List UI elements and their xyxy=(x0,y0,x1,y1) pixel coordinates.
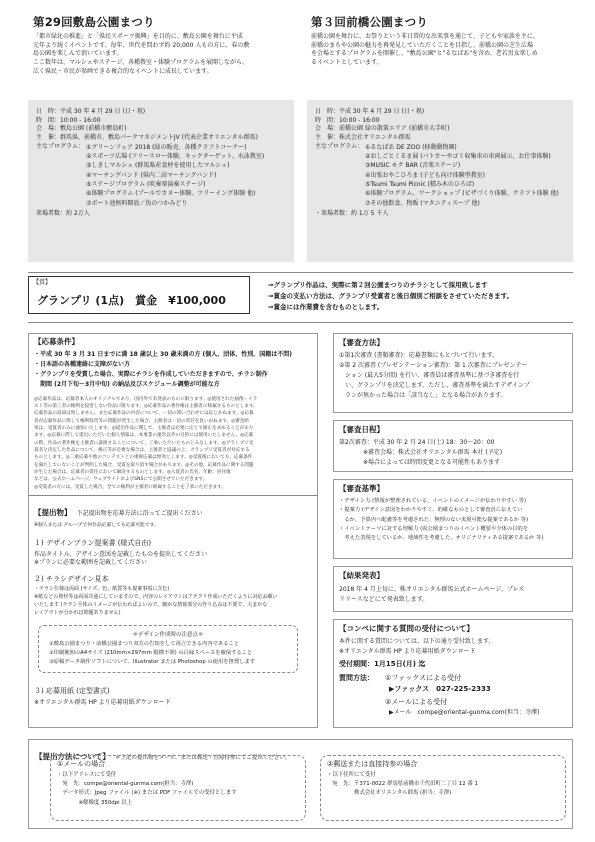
design-notes-title: ＊デザイン作成時の注意点＊ xyxy=(132,632,204,638)
qa-fax-title: ①ファックスによる受付 xyxy=(385,673,462,682)
submission-note: ※個人または グループで何作品応募しても応募可能です。 xyxy=(34,523,159,528)
event-organizer: 主 催：群馬県、前橋市、敷島パークマネジメントJV (代表企業オリエンタル群馬) xyxy=(36,134,258,142)
prize-tag: 【賞】 xyxy=(33,279,52,286)
criteria-line: ・提案力 (デザイン意図をわかりやすく、的確なものとして審査員に伝えてい xyxy=(339,507,523,514)
prize-note: ⇒賞金には作業費を含むものとします。 xyxy=(268,303,384,312)
result-box xyxy=(333,566,573,612)
design-note: ①敷島公園まつり・前橋公園まつり双方の告知をして両立できる内容であること xyxy=(49,641,240,647)
section-title: 【提出物】 xyxy=(34,508,72,517)
application-form-section xyxy=(34,686,171,707)
post-title: ②郵送または直接持参の場合 xyxy=(327,760,418,768)
prize-note: ⇒グランプリ作品は、実際に第２回公園まつりのチラシとして採用致します xyxy=(268,281,488,289)
program-item: ④マーチングバンド (県内二高マーチングバンド) xyxy=(86,171,217,179)
design-notes-box xyxy=(38,625,298,673)
qa-mail-title: ②メールによる受付 xyxy=(385,698,448,707)
post-line: 株式会社オリエンタル群馬 (担当：寺澤) xyxy=(327,790,452,797)
left-event-title: 第29回敷島公園まつり xyxy=(33,15,155,29)
mail-line: 宛 先：compe@oriental-gunma.com(担当：寺澤) xyxy=(57,780,194,787)
review-line: ション (最大5分間) を行い、審査員は審査基準に基づき審査を行 xyxy=(339,371,520,379)
prize-box xyxy=(28,276,250,314)
item-line: 作品タイトル、デザイン意図を記載したものを提出してください xyxy=(34,550,207,558)
mail-submit-box xyxy=(50,755,306,821)
program-item: ④出張おやこひろま (子ども向け体験型教室) xyxy=(365,171,485,179)
mail-line: ・以下アドレスにて受付 xyxy=(57,771,117,778)
design-note: ②印刷範囲のA4サイズ (210mm×297mm 縦横不問) の白縁スペースを確保すること xyxy=(49,650,253,656)
mail-line: ※解像度 350dpi 以上 xyxy=(57,799,133,806)
item-line: ※オリエンタル群馬 HP より応募用紙ダウンロード xyxy=(34,698,171,706)
schedule-line: 第2次審査：平成 30 年 2 月 24 日(土) 18：30〜20：00 xyxy=(339,439,495,446)
requirement-item: ・グランプリを受賞した場合、実際にチラシを作成していただきますので、チラシ制作 xyxy=(34,370,268,378)
review-method-box xyxy=(333,333,573,413)
criteria-line: るか、予算内へ配慮等を考慮された、無理のない実現可能な提案であるか 等) xyxy=(339,516,529,523)
requirement-item: ・日本語の各種連絡に支障がない方 xyxy=(34,360,131,368)
section-title: 【審査方法】 xyxy=(339,338,384,347)
requirement-item: 期間 (2月下旬〜3月中旬) の納品及びスケジュール調整が可能な方 xyxy=(34,380,220,388)
qa-method-label: 質問方法： xyxy=(339,673,374,682)
prize-note: ⇒賞金の支払い方法は、グランプリ受賞者と後日個別ご相談をさせていただきます。 xyxy=(268,292,514,301)
post-submit-box xyxy=(320,755,566,821)
criteria-box xyxy=(333,479,573,559)
qa-line: 本件に関する質問については、以下の通り受付致します。 xyxy=(339,638,495,645)
event-time: 時 間：10:00 - 16:00 xyxy=(36,116,101,124)
section-subtitle: ＊上記の提出物をメール、または郵送・直接持参にてご提出ください。 xyxy=(114,755,291,761)
intro-line: ここ数年は、マルシェやステージ、各種教室・体験プログラムを展開しながら、 xyxy=(33,59,248,67)
event-time: 時 間：10:00 - 16:00 xyxy=(315,116,380,124)
intro-line: 広く県民・市民が参画できる複合的なイベントに成長しています。 xyxy=(33,67,213,75)
program-item: ①るなぱあ DE ZOO (移動動物園) xyxy=(365,143,457,151)
event-date: 日 時：平成 30 年 4 月 29 日 (日・祝) xyxy=(315,108,425,115)
criteria-line: 考えた表現をしているか、地域性を考慮した、オリジナリティある提案であるか 等) xyxy=(339,535,544,542)
item-title: ３) 応募用紙 (定型書式) xyxy=(34,687,110,695)
program-item: ②おしごとくるま展 (パトカーやゴミ収集車の車両展示、お仕事体験) xyxy=(365,153,551,161)
intro-line: 元年より続くイベントです。毎年、世代を問わず約 20,000 人もの方に、春の敷 xyxy=(33,41,250,49)
section-title: 【コンペに関する質問の受付について】 xyxy=(339,624,474,633)
intro-line: 前橋のまちや公園の魅力を再発見していただくことを目指し、前橋公園の芝生広場 xyxy=(311,41,534,49)
post-line: 宛 先：〒371-0022 群馬県前橋市千代田町二丁目 12 番 1 xyxy=(327,780,478,787)
item-line: ※紙などの資材等は両面共通にしていますので、内容のレイアウトはアテクリ作成いただくように対応お願い xyxy=(34,594,278,601)
section-title: 【応募条件】 xyxy=(34,337,79,346)
left-event-info xyxy=(28,100,294,262)
program-item: ⑤ステージプログラム (吹奏楽演奏ステージ) xyxy=(86,180,206,188)
programs-label: 主なプログラム： xyxy=(315,142,363,150)
mail-title: ①メールの場合 xyxy=(57,760,106,768)
criteria-line: ・デザイン力 (情報が整理されている、イベントのイメージが伝わりやすい 等) xyxy=(339,498,527,504)
intro-line: 「都市緑化の推進」と「県民スポーツ振興」を目的に、敷島公園を舞台に平成 xyxy=(33,33,243,40)
intro-line: を会場とするプログラムを開催し、"敷島公園"と"るなぱあ"を含め、老若男女楽しめ xyxy=(311,50,538,58)
schedule-line: ※場合によっては時間変更となる可能性もあります xyxy=(339,459,501,467)
event-visitors: 来場者数：約 2万人 xyxy=(36,209,90,217)
program-item: ③MUSIC モク BAR (音楽ステージ) xyxy=(365,162,461,170)
intro-line: 前橋公園を舞台に、お祭りという非日常的な出来事を通じて、子どもや家族を主に、 xyxy=(311,33,539,40)
intro-line: 島公園を楽しんで頂いています。 xyxy=(33,50,123,58)
requirements-section xyxy=(34,336,314,491)
qa-fax: ▶ファックス 027-225-2333 xyxy=(389,684,491,693)
result-line: 2018 年 4 月上旬に、株オリエンタル群馬公式ホームページ、プレス xyxy=(339,586,525,593)
mail-line: データ形式：Jpeg ファイル (※) または PDF ファイルでの受付とします xyxy=(57,790,237,797)
program-item: ⑥体験プログラム (プールでカヌー体験、ツリーイング体験 他) xyxy=(86,190,256,198)
program-item: ③しきしマルシェ (群馬県産食材を使用したマルシェ) xyxy=(86,162,230,170)
review-line: ランが無かった場合は「該当なし」となる場合があります。 xyxy=(339,391,507,399)
qa-box xyxy=(333,619,573,728)
left-event-intro xyxy=(33,33,281,76)
section-title: 【審査基準】 xyxy=(339,484,384,493)
program-item: ⑦その他飲食、物販 (マタニティスープ 他) xyxy=(365,199,480,207)
event-venue: 会 場：敷島公園 (前橋市敷島町) xyxy=(36,125,127,133)
prize-name: グランプリ (1点) 賞金 ¥100,000 xyxy=(37,294,226,307)
programs-label: 主なプログラム： xyxy=(36,142,84,150)
divider xyxy=(28,495,318,496)
divider xyxy=(28,272,573,273)
event-visitors: ・来場者数：約 1万 5 千人 xyxy=(315,209,389,217)
section-subtitle: 下記提出物を応募方法に沿ってご提出ください xyxy=(76,510,203,517)
submission-section xyxy=(34,500,314,617)
fine-print: ◎応募作品は、応募者本人のオリジナルであり、国内外で未発表のものに限ります。◎使用された画像・イラ スト等の第三者の権利を侵害しない作品に限ります。◎応募作品の著作権は主催者に帰属するものとします。 応募作品の返却は致しません。また応募作品の内容について、一切の問い合わせには応じかねます。◎応募 者が応募作品に関して権利侵害等の問題が発生した場合、主催者は一切の責任を負いかねます。◎審査結 果は、受賞者のみに通知いたします。◎提出作品に関して、主催者は必要に応じて修正を求めることがあり ます。◎応募に際して提出いただいた個人情報は、本事業の運営以外の目的には使用いたしません。◎応募 の際、作品の著作権を主催者に譲渡することについて、了承いただいたものとみなします。◎グランプリ受 賞者と決定した作品について、修正等が必要な場合は、主催者と協議の上、グランプリ受賞者が対応する ものとします。◎二重応募や他のコンテストとの重複応募は無効とします。◎受賞後においても、応募条件 を満たしていないことが判明した場合、受賞を取り消す場合があります。◎その他、応募作品に関する問題 が生じた場合は、応募者の責任において解決するものとします。◎入賞者の氏名、年齢、居住地 などは、公式ホームページ、ウェブサイトおよびSNSにて公開させていただきます。 ◎受賞者の方には、受賞した場合、全ての権利が主催者に帰属することを了承いただきます。 xyxy=(34,396,258,490)
design-note: ③原稿データ制作ソフトについて、Illustrator または Photoshop の使用を推奨します xyxy=(49,659,256,665)
review-line: い、グランプリを決定します。ただし、審査基準を満たすデザインプ xyxy=(339,381,530,389)
program-item: ⑥体験プログラム、ワークショップ (ピザづくり体験、クラフト体験 他) xyxy=(365,190,559,198)
result-line: リリースなどにて発表致します。 xyxy=(339,596,429,604)
criteria-line: ・イベントテーマに対する理解力 (両公園まつりのイベント概要や全体の目的を xyxy=(339,525,529,532)
event-date: 日 時：平成 30 年 4 月 29 日 (日・祝) xyxy=(36,108,146,115)
section-title: 【審査日程】 xyxy=(339,425,384,434)
item-line: いたします (チラシ全体のイメージが伝わればよいので、細かな情報部分の作り込みは不要で、大まかな xyxy=(34,602,268,609)
intro-line: るイベントとしています。 xyxy=(311,59,383,67)
right-event-info xyxy=(307,100,573,262)
divider xyxy=(28,322,573,323)
item-title: ２) チラシデザイン見本 xyxy=(34,574,109,583)
review-schedule-box xyxy=(333,420,573,472)
right-event-title: 第３回前橋公園まつり xyxy=(311,15,428,29)
review-line: ①第1次審査 (書類審査)：応募書類にもとづいて行います。 xyxy=(339,352,499,359)
event-organizer: 主 催：株式会社オリエンタル群馬 xyxy=(315,134,411,142)
item-title: １) デザインプラン提案書 (様式自由) xyxy=(34,539,152,547)
item-line: ※プランに必要な範囲を記載してください xyxy=(34,559,148,567)
qa-mail: ▶メール compe@oriental-gunma.com(担当：寺澤) xyxy=(389,709,540,717)
review-line: ②第 2 次審査 (プレゼンテーション審査)：第 1 次審査にプレゼンテー xyxy=(339,361,528,369)
prize-notes xyxy=(268,280,513,313)
program-item: ⑤Tsumi Tsumi Picnic (積み木のひろば) xyxy=(365,180,475,188)
item-line: レイアウトが分かれば問題ありません) xyxy=(34,610,121,617)
section-title: 【結果発表】 xyxy=(339,571,384,580)
section-title: 【提出方法について】 xyxy=(35,752,110,761)
program-item: ②スポーツ広場 (フリースロー体験、キックターゲット、水泳教室) xyxy=(86,153,265,161)
program-item: ⑦ボート池無料開放／魚のつかみどり xyxy=(86,199,188,207)
right-event-intro xyxy=(311,33,571,68)
item-line: ・チラシ仕様は両面 (サイズ、色、紙質等も提案事項に含む) xyxy=(34,586,170,593)
post-line: ・以下住所にて受付 xyxy=(327,771,376,778)
qa-deadline: 受付期間：1月15日(月) 迄 xyxy=(339,660,426,669)
schedule-line: ※審査会場：株式会社オリエンタル群馬 本社 (予定) xyxy=(339,449,503,457)
requirement-item: ・平成 30 年 3 月 31 日までに満 18 歳以上 30 歳未満の方 (個人、団体、性別、国籍は不問) xyxy=(34,351,293,358)
event-venue: 会 場：前橋公園 緑の散策エリア (前橋市大手町) xyxy=(315,125,450,133)
qa-line: ※オリエンタル群馬 HP より応募用紙ダウンロード xyxy=(339,647,476,655)
program-item: ①グリーンフェア 2018 (緑の販売、各種クラフトコーナー) xyxy=(86,143,247,151)
